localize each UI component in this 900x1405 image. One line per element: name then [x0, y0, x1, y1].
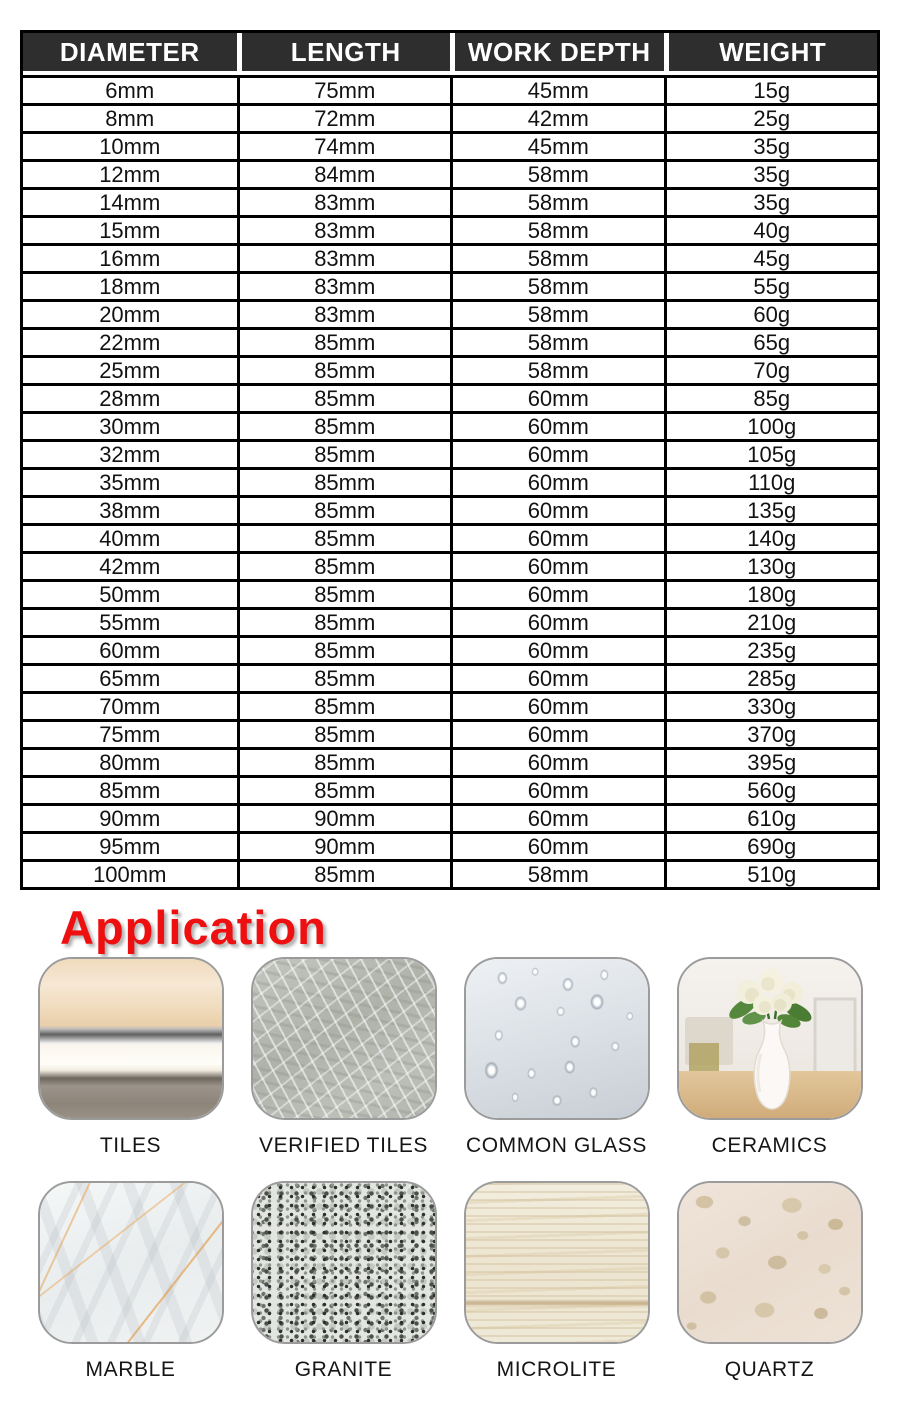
table-cell: 55g	[664, 271, 878, 299]
table-cell: 60mm	[450, 719, 664, 747]
application-label: MARBLE	[85, 1358, 176, 1381]
table-cell: 32mm	[23, 439, 237, 467]
table-cell: 58mm	[450, 159, 664, 187]
table-row	[23, 663, 877, 691]
table-cell: 285g	[664, 663, 878, 691]
table-cell: 85mm	[237, 747, 451, 775]
table-cell: 85mm	[237, 663, 451, 691]
verified-tiles-photo	[251, 957, 437, 1120]
table-cell: 15mm	[23, 215, 237, 243]
quartz-texture	[679, 1183, 861, 1342]
table-cell: 20mm	[23, 299, 237, 327]
table-cell: 8mm	[23, 103, 237, 131]
common-glass-photo	[464, 957, 650, 1120]
table-cell: 95mm	[23, 831, 237, 859]
table-cell: 60mm	[450, 607, 664, 635]
table-row	[23, 103, 877, 131]
table-row	[23, 831, 877, 859]
table-cell: 84mm	[237, 159, 451, 187]
table-cell: 16mm	[23, 243, 237, 271]
common-glass-texture	[466, 959, 648, 1118]
table-row	[23, 187, 877, 215]
table-cell: 15g	[664, 75, 878, 103]
table-body	[23, 75, 877, 887]
application-item-granite	[237, 1181, 450, 1405]
application-item-quartz	[663, 1181, 876, 1405]
table-cell: 6mm	[23, 75, 237, 103]
table-cell: 90mm	[23, 803, 237, 831]
table-cell: 60mm	[450, 775, 664, 803]
table-row	[23, 859, 877, 887]
table-row	[23, 439, 877, 467]
table-cell: 25g	[664, 103, 878, 131]
table-cell: 85mm	[237, 635, 451, 663]
application-label: VERIFIED TILES	[258, 1134, 429, 1157]
table-cell: 18mm	[23, 271, 237, 299]
table-row	[23, 691, 877, 719]
application-label: COMMON GLASS	[465, 1134, 648, 1157]
column-header-work-depth: WORK DEPTH	[450, 33, 664, 75]
table-row	[23, 355, 877, 383]
table-cell: 560g	[664, 775, 878, 803]
table-cell: 105g	[664, 439, 878, 467]
table-row	[23, 215, 877, 243]
application-grid	[24, 957, 876, 1405]
table-row	[23, 299, 877, 327]
table-row	[23, 719, 877, 747]
table-cell: 83mm	[237, 271, 451, 299]
table-cell: 85mm	[23, 775, 237, 803]
table-row	[23, 579, 877, 607]
table-cell: 74mm	[237, 131, 451, 159]
table-cell: 60g	[664, 299, 878, 327]
table-cell: 28mm	[23, 383, 237, 411]
microlite-photo	[464, 1181, 650, 1344]
table-cell: 45mm	[450, 131, 664, 159]
application-item-ceramics	[663, 957, 876, 1181]
application-heading: Application	[60, 901, 327, 954]
table-cell: 12mm	[23, 159, 237, 187]
ceramics-vase-illustration	[679, 959, 863, 1120]
table-cell: 60mm	[450, 383, 664, 411]
table-cell: 30mm	[23, 411, 237, 439]
table-cell: 35mm	[23, 467, 237, 495]
table-row	[23, 775, 877, 803]
table-cell: 35g	[664, 159, 878, 187]
application-label: CERAMICS	[711, 1134, 828, 1157]
table-cell: 40mm	[23, 523, 237, 551]
table-cell: 60mm	[450, 747, 664, 775]
table-cell: 70g	[664, 355, 878, 383]
table-cell: 90mm	[237, 831, 451, 859]
table-row	[23, 523, 877, 551]
table-cell: 35g	[664, 131, 878, 159]
table-cell: 330g	[664, 691, 878, 719]
table-cell: 45g	[664, 243, 878, 271]
table-cell: 210g	[664, 607, 878, 635]
table-cell: 110g	[664, 467, 878, 495]
table-cell: 83mm	[237, 299, 451, 327]
table-cell: 75mm	[23, 719, 237, 747]
table-row	[23, 803, 877, 831]
table-row	[23, 495, 877, 523]
table-cell: 85mm	[237, 495, 451, 523]
table-cell: 10mm	[23, 131, 237, 159]
marble-photo	[38, 1181, 224, 1344]
table-cell: 610g	[664, 803, 878, 831]
column-header-length: LENGTH	[237, 33, 451, 75]
tiles-texture	[40, 959, 222, 1118]
table-cell: 60mm	[450, 579, 664, 607]
table-cell: 60mm	[450, 523, 664, 551]
table-cell: 60mm	[450, 551, 664, 579]
table-cell: 58mm	[450, 859, 664, 887]
application-item-common-glass	[450, 957, 663, 1181]
table-cell: 60mm	[23, 635, 237, 663]
table-cell: 100g	[664, 411, 878, 439]
table-cell: 65g	[664, 327, 878, 355]
table-cell: 510g	[664, 859, 878, 887]
table-cell: 14mm	[23, 187, 237, 215]
application-label: QUARTZ	[724, 1358, 815, 1381]
table-cell: 58mm	[450, 243, 664, 271]
table-cell: 55mm	[23, 607, 237, 635]
spec-table-section	[20, 30, 880, 890]
table-cell: 60mm	[450, 803, 664, 831]
table-cell: 42mm	[23, 551, 237, 579]
application-item-marble	[24, 1181, 237, 1405]
table-cell: 42mm	[450, 103, 664, 131]
table-cell: 58mm	[450, 299, 664, 327]
verified-tiles-texture	[253, 959, 435, 1118]
table-cell: 65mm	[23, 663, 237, 691]
marble-texture	[40, 1183, 222, 1342]
application-label: GRANITE	[294, 1358, 393, 1381]
table-cell: 58mm	[450, 355, 664, 383]
quartz-photo	[677, 1181, 863, 1344]
table-cell: 60mm	[450, 439, 664, 467]
table-cell: 370g	[664, 719, 878, 747]
application-item-verified-tiles	[237, 957, 450, 1181]
table-cell: 58mm	[450, 187, 664, 215]
table-cell: 85mm	[237, 579, 451, 607]
table-cell: 85mm	[237, 691, 451, 719]
table-row	[23, 131, 877, 159]
table-cell: 85mm	[237, 467, 451, 495]
table-cell: 85mm	[237, 523, 451, 551]
table-row	[23, 159, 877, 187]
table-cell: 235g	[664, 635, 878, 663]
table-cell: 35g	[664, 187, 878, 215]
table-cell: 85mm	[237, 775, 451, 803]
table-cell: 25mm	[23, 355, 237, 383]
granite-texture	[253, 1183, 435, 1342]
table-cell: 60mm	[450, 831, 664, 859]
table-cell: 85mm	[237, 411, 451, 439]
application-item-microlite	[450, 1181, 663, 1405]
table-cell: 75mm	[237, 75, 451, 103]
table-cell: 40g	[664, 215, 878, 243]
table-row	[23, 243, 877, 271]
table-cell: 690g	[664, 831, 878, 859]
table-cell: 85mm	[237, 439, 451, 467]
table-cell: 135g	[664, 495, 878, 523]
application-label: MICROLITE	[496, 1358, 617, 1381]
application-item-tiles	[24, 957, 237, 1181]
table-cell: 45mm	[450, 75, 664, 103]
table-cell: 395g	[664, 747, 878, 775]
table-cell: 70mm	[23, 691, 237, 719]
column-header-weight: WEIGHT	[664, 33, 878, 75]
table-row	[23, 607, 877, 635]
table-cell: 60mm	[450, 691, 664, 719]
table-cell: 60mm	[450, 495, 664, 523]
table-cell: 85mm	[237, 859, 451, 887]
table-cell: 90mm	[237, 803, 451, 831]
table-cell: 100mm	[23, 859, 237, 887]
table-cell: 85mm	[237, 607, 451, 635]
table-cell: 22mm	[23, 327, 237, 355]
table-row	[23, 467, 877, 495]
column-header-diameter: DIAMETER	[23, 33, 237, 75]
table-cell: 83mm	[237, 187, 451, 215]
table-cell: 85mm	[237, 355, 451, 383]
table-cell: 80mm	[23, 747, 237, 775]
table-cell: 60mm	[450, 467, 664, 495]
table-cell: 60mm	[450, 411, 664, 439]
table-row	[23, 327, 877, 355]
spec-table	[20, 30, 880, 890]
table-cell: 85mm	[237, 327, 451, 355]
ceramics-photo	[677, 957, 863, 1120]
table-row	[23, 635, 877, 663]
table-cell: 180g	[664, 579, 878, 607]
table-header-row	[23, 33, 877, 75]
table-cell: 60mm	[450, 663, 664, 691]
table-row	[23, 411, 877, 439]
table-cell: 130g	[664, 551, 878, 579]
tiles-photo	[38, 957, 224, 1120]
table-cell: 58mm	[450, 327, 664, 355]
table-cell: 140g	[664, 523, 878, 551]
table-cell: 85mm	[237, 551, 451, 579]
table-cell: 60mm	[450, 635, 664, 663]
table-cell: 85g	[664, 383, 878, 411]
table-row	[23, 551, 877, 579]
table-row	[23, 271, 877, 299]
table-row	[23, 747, 877, 775]
table-cell: 72mm	[237, 103, 451, 131]
table-cell: 83mm	[237, 215, 451, 243]
table-cell: 85mm	[237, 383, 451, 411]
table-row	[23, 383, 877, 411]
table-cell: 85mm	[237, 719, 451, 747]
table-cell: 38mm	[23, 495, 237, 523]
table-cell: 58mm	[450, 271, 664, 299]
microlite-texture	[466, 1183, 648, 1342]
table-cell: 50mm	[23, 579, 237, 607]
granite-photo	[251, 1181, 437, 1344]
application-label: TILES	[99, 1134, 162, 1157]
table-cell: 58mm	[450, 215, 664, 243]
table-row	[23, 75, 877, 103]
table-cell: 83mm	[237, 243, 451, 271]
